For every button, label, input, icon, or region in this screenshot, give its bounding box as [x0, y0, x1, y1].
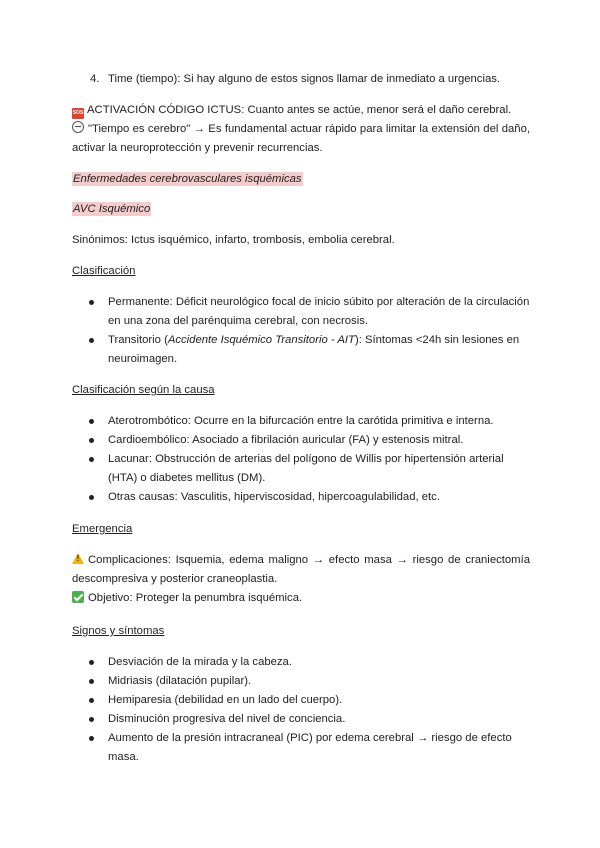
list-item	[72, 710, 530, 729]
list-item-text-post: ): Síntomas <24h sin lesiones en neuroimagen.	[108, 334, 520, 365]
clasificacion-list	[72, 293, 530, 369]
time-item-text: Time (tiempo): Si hay alguno de estos signos llamar de inmediato a urgencias.	[108, 73, 501, 85]
bullet-icon	[89, 438, 94, 443]
list-item-text: Disminución progresiva del nivel de conciencia.	[108, 713, 346, 725]
signos-list	[72, 653, 530, 767]
bullet-icon	[89, 736, 94, 741]
list-item	[72, 729, 530, 767]
clasificacion-heading: Clasificación	[72, 265, 136, 277]
list-item	[72, 412, 530, 431]
bullet-icon	[89, 419, 94, 424]
time-list-item	[72, 70, 532, 89]
emergencia-block	[72, 551, 530, 608]
list-item-text-pre: Transitorio (	[108, 334, 168, 346]
list-item-text: Hemiparesia (debilidad en un lado del cuerpo).	[108, 694, 343, 706]
complicaciones-text: Complicaciones: Isquemia, edema maligno → efecto masa → riesgo de craniectomía descompresiva y posterior craneoplastia.	[72, 554, 530, 585]
tiempo-es-cerebro-line: "Tiempo es cerebro" → Es fundamental actuar rápido para limitar la extensión del daño, activar la neuroprotección y prevenir recurrencias.	[72, 123, 530, 154]
causa-heading-row	[72, 381, 532, 400]
list-item-text: Cardioembólico: Asociado a fibrilación auricular (FA) y estenosis mitral.	[108, 434, 464, 446]
warning-icon	[72, 553, 84, 564]
synonyms-paragraph	[72, 231, 532, 250]
emergencia-heading: Emergencia	[72, 523, 133, 535]
list-item-text: Desviación de la mirada y la cabeza.	[108, 656, 292, 668]
section-title-row	[72, 170, 532, 189]
bullet-icon	[89, 679, 94, 684]
list-item-text-italic: Accidente Isquémico Transitorio - AIT	[167, 334, 355, 346]
causa-heading: Clasificación según la causa	[72, 384, 215, 396]
list-item-text: Midriasis (dilatación pupilar).	[108, 675, 252, 687]
bullet-icon	[89, 457, 94, 462]
bullet-icon	[89, 495, 94, 500]
signos-heading-row	[72, 622, 532, 641]
list-item	[72, 488, 530, 507]
list-item	[72, 691, 530, 710]
bullet-icon	[89, 300, 94, 305]
list-number: 4.	[90, 73, 100, 85]
list-item	[72, 431, 530, 450]
bullet-icon	[89, 660, 94, 665]
list-item	[72, 653, 530, 672]
bullet-icon	[89, 717, 94, 722]
list-item	[72, 672, 530, 691]
list-item	[72, 331, 530, 369]
check-icon	[72, 591, 84, 603]
bullet-icon	[89, 338, 94, 343]
list-item-text: Lacunar: Obstrucción de arterias del polígono de Willis por hipertensión arterial (HTA) o diabetes mellitus (DM).	[108, 453, 504, 484]
list-item	[72, 450, 530, 488]
list-item-text: Otras causas: Vasculitis, hiperviscosidad, hipercoagulabilidad, etc.	[108, 491, 440, 503]
emergencia-heading-row	[72, 520, 532, 539]
subsection-title: AVC Isquémico	[73, 203, 151, 215]
list-item-text: Aumento de la presión intracraneal (PIC) por edema cerebral → riesgo de efecto masa.	[108, 732, 512, 763]
sos-icon: SOS	[72, 108, 84, 119]
list-item-text: Aterotrombótico: Ocurre en la bifurcación entre la carótida primitiva e interna.	[108, 415, 494, 427]
list-item	[72, 293, 530, 331]
bullet-icon	[89, 698, 94, 703]
objetivo-text: Objetivo: Proteger la penumbra isquémica.	[88, 592, 303, 604]
clasificacion-heading-row	[72, 262, 532, 281]
signos-heading: Signos y síntomas	[72, 625, 165, 637]
causa-list	[72, 412, 530, 507]
synonyms-text: Sinónimos: Ictus isquémico, infarto, trombosis, embolia cerebral.	[72, 234, 395, 246]
list-item-text: Permanente: Déficit neurológico focal de inicio súbito por alteración de la circulación en una zona del parénquima cerebral, con necrosis.	[108, 296, 530, 327]
activation-line: ACTIVACIÓN CÓDIGO ICTUS: Cuanto antes se actúe, menor será el daño cerebral.	[87, 104, 512, 116]
section-title: Enfermedades cerebrovasculares isquémicas	[73, 173, 302, 185]
timer-icon	[72, 121, 84, 133]
subsection-title-row	[72, 200, 532, 219]
activation-block	[72, 101, 530, 158]
